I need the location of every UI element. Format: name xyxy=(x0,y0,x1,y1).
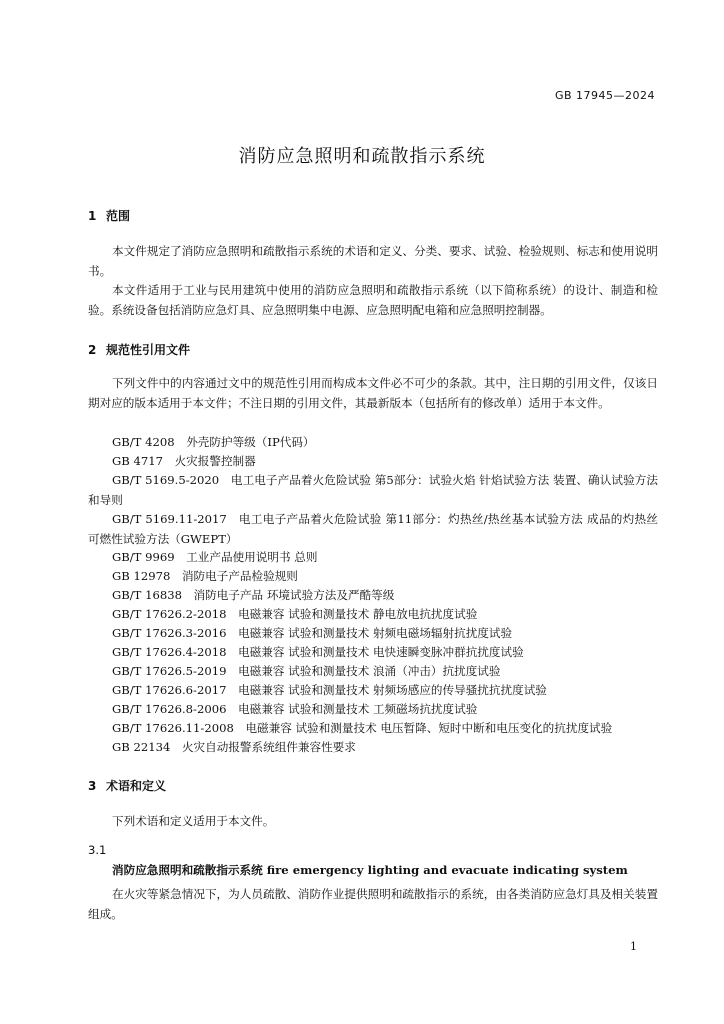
term-entry: 消防应急照明和疏散指示系统 fire emergency lighting and evacuate indicating system xyxy=(112,863,628,877)
section-1-heading xyxy=(88,207,130,224)
section-3-intro: 下列术语和定义适用于本文件。 xyxy=(112,814,275,828)
reference-item: GB/T 17626.11-2008 电磁兼容 试验和测量技术 电压暂降、短时中断和电压变化的抗扰度试验 xyxy=(112,721,613,735)
section-2-intro: 下列文件中的内容通过文中的规范性引用而构成本文件必不可少的条款。其中，注日期的引用文件，仅该日期对应的版本适用于本文件；不注日期的引用文件，其最新版本（包括所有的修改单）适用于本文件。 xyxy=(88,376,658,410)
section-number: 3 xyxy=(88,779,97,793)
reference-item: GB/T 16838 消防电子产品 环境试验方法及严酷等级 xyxy=(112,588,395,602)
reference-item: GB/T 17626.4-2018 电磁兼容 试验和测量技术 电快速瞬变脉冲群抗扰度试验 xyxy=(112,645,524,659)
section-1-paragraph: 本文件规定了消防应急照明和疏散指示系统的术语和定义、分类、要求、试验、检验规则、标志和使用说明书。 xyxy=(88,244,658,278)
reference-item: GB/T 9969 工业产品使用说明书 总则 xyxy=(112,550,318,564)
section-title: 规范性引用文件 xyxy=(106,343,191,357)
reference-item: GB/T 17626.2-2018 电磁兼容 试验和测量技术 静电放电抗扰度试验 xyxy=(112,607,478,621)
reference-item: GB/T 17626.3-2016 电磁兼容 试验和测量技术 射频电磁场辐射抗扰度试验 xyxy=(112,626,513,640)
reference-item: GB/T 17626.5-2019 电磁兼容 试验和测量技术 浪涌（冲击）抗扰度试验 xyxy=(112,664,501,678)
section-title: 术语和定义 xyxy=(106,779,167,793)
section-2-heading xyxy=(88,341,190,358)
reference-item: GB 4717 火灾报警控制器 xyxy=(112,454,256,468)
section-number: 1 xyxy=(88,209,97,223)
reference-item: GB/T 17626.8-2006 电磁兼容 试验和测量技术 工频磁场抗扰度试验 xyxy=(112,702,478,716)
reference-item: GB/T 4208 外壳防护等级（IP代码） xyxy=(112,435,315,449)
document-title: 消防应急照明和疏散指示系统 xyxy=(238,146,486,167)
reference-item: GB 12978 消防电子产品检验规则 xyxy=(112,569,298,583)
clause-number: 3.1 xyxy=(88,843,107,857)
section-title: 范围 xyxy=(106,209,131,223)
reference-item: GB/T 5169.11-2017 电工电子产品着火危险试验 第11部分：灼热丝/热丝基本试验方法 成品的灼热丝可燃性试验方法（GWEPT） xyxy=(88,512,658,546)
standard-number: GB 17945—2024 xyxy=(554,89,655,102)
reference-item: GB 22134 火灾自动报警系统组件兼容性要求 xyxy=(112,740,356,754)
page-number: 1 xyxy=(630,940,637,953)
section-1-paragraph: 本文件适用于工业与民用建筑中使用的消防应急照明和疏散指示系统（以下简称系统）的设计、制造和检验。系统设备包括消防应急灯具、应急照明集中电源、应急照明配电箱和应急照明控制器。 xyxy=(88,283,658,317)
term-definition: 在火灾等紧急情况下，为人员疏散、消防作业提供照明和疏散指示的系统，由各类消防应急灯具及相关装置组成。 xyxy=(88,887,658,921)
section-number: 2 xyxy=(88,343,97,357)
reference-item: GB/T 5169.5-2020 电工电子产品着火危险试验 第5部分：试验火焰 针焰试验方法 装置、确认试验方法和导则 xyxy=(88,473,658,507)
reference-item: GB/T 17626.6-2017 电磁兼容 试验和测量技术 射频场感应的传导骚扰抗扰度试验 xyxy=(112,683,547,697)
section-3-heading xyxy=(88,777,166,794)
